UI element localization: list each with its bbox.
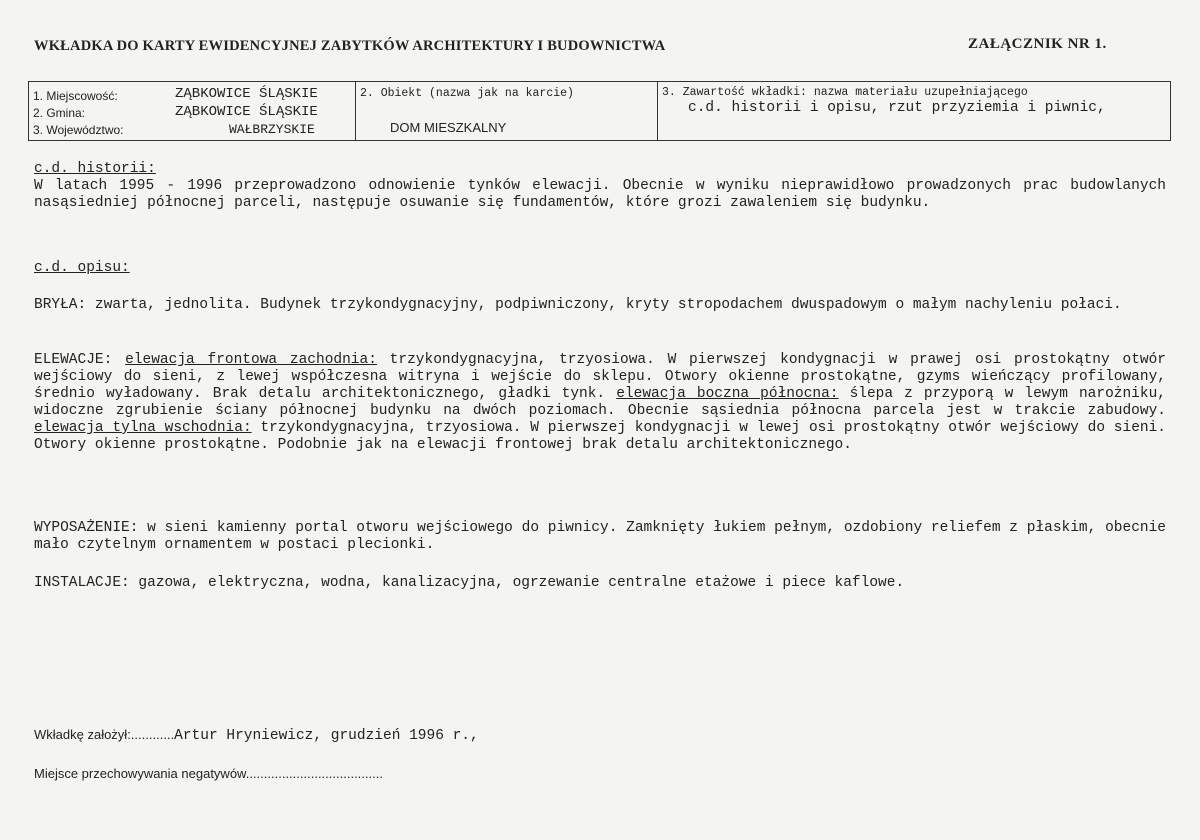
voivodeship-value: WAŁBRZYSKIE [229,122,315,137]
instalacje-paragraph: INSTALACJE: gazowa, elektryczna, wodna, kanalizacyjna, ogrzewanie centralne etażowe i piece kaflowe. [34,575,905,591]
locality-value: ZĄBKOWICE ŚLĄSKIE [175,86,318,102]
voivodeship-label: 3. Województwo: [33,123,124,137]
document-title: WKŁADKA DO KARTY EWIDENCYJNEJ ZABYTKÓW ARCHITEKTURY I BUDOWNICTWA [34,38,666,54]
author-label: Wkładkę założył:............ [34,727,175,742]
contents-cell [658,82,1170,140]
wyposazenie-paragraph: WYPOSAŻENIE: w sieni kamienny portal otworu wejściowego do piwnicy. Zamknięty łukiem pełnym, ozdobiony reliefem z płaskim, obecnie mało czytelnym ornamentem w postaci plecionki. [34,520,1166,553]
object-label: 2. Obiekt (nazwa jak na karcie) [360,87,574,100]
east-elevation-text: trzykondygnacyjna, trzyosiowa. W pierwszej kondygnacji w lewej osi prostokątny otwór wejściowy do sieni. Otwory okienne prostokątne. Podobnie jak na elewacji frontowej brak detalu architektonicznego. [34,420,1166,453]
commune-label: 2. Gmina: [33,106,86,120]
front-elevation-text: trzykondygnacyjna, trzyosiowa. W pierwszej kondygnacji w prawej osi prostokątny otwór wejściowy do sieni, z lewej współczesna witryna i wejście do sklepu. Otwory okienne prostokątne, gzyms wieńczący profilowany, średnio wyładowany. Brak detalu architektonicznego, gładki tynk. [34,352,1166,402]
elewacje-prefix: ELEWACJE: [34,352,113,368]
negatives-line: Miejsce przechowywania negatywów...................................... [34,766,383,781]
front-elevation-heading: elewacja frontowa zachodnia: [125,352,377,368]
location-cell [29,82,356,140]
description-heading: c.d. opisu: [34,260,130,276]
contents-label: 3. Zawartość wkładki: nazwa materiału uzupełniającego [662,86,1028,99]
north-elevation-text: ślepa z przyporą w lewym narożniku, widoczne zgrubienie ściany północnej budynku na dwóch poziomach. Obecnie sąsiednia północna parcela jest w trakcie zabudowy. [34,386,1166,419]
east-elevation-heading: elewacja tylna wschodnia: [34,420,252,436]
author-line [34,727,479,744]
history-text: W latach 1995 - 1996 przeprowadzono odnowienie tynków elewacji. Obecnie w wyniku nieprawidłowo prowadzonych prac budowlanych nasąsiedniej północnej parceli, następuje osuwanie się fundamentów, które grozi zawaleniem się budynku. [34,178,1166,211]
commune-value: ZĄBKOWICE ŚLĄSKIE [175,104,318,120]
object-cell [356,82,658,140]
north-elevation-heading: elewacja boczna północna: [616,386,839,402]
annex-number: ZAŁĄCZNIK NR 1. [968,36,1107,52]
history-heading: c.d. historii: [34,161,156,177]
elewacje-paragraph [34,352,1166,454]
contents-value: c.d. historii i opisu, rzut przyziemia i piwnic, [688,100,1106,116]
header-table [28,81,1171,141]
locality-label: 1. Miejscowość: [33,89,118,103]
object-value: DOM MIESZKALNY [390,120,507,135]
author-value: Artur Hryniewicz, grudzień 1996 r., [174,728,479,744]
bryla-paragraph: BRYŁA: zwarta, jednolita. Budynek trzykondygnacyjny, podpiwniczony, kryty stropodachem dwuspadowym o małym nachyleniu połaci. [34,297,1122,313]
